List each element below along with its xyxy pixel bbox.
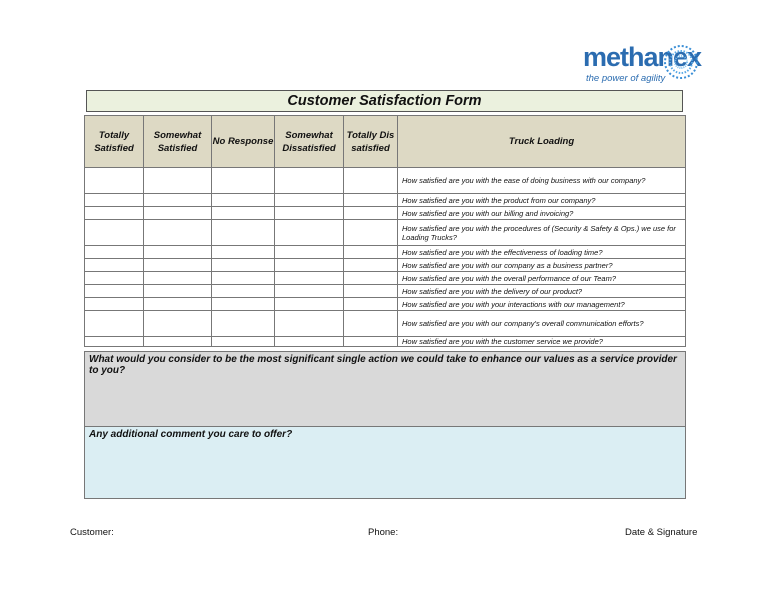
rating-cell[interactable] — [275, 259, 344, 272]
rating-cell[interactable] — [85, 272, 144, 285]
rating-cell[interactable] — [344, 220, 398, 246]
rating-cell[interactable] — [344, 259, 398, 272]
rating-cell[interactable] — [275, 311, 344, 337]
form-title: Customer Satisfaction Form — [86, 90, 683, 112]
rating-cell[interactable] — [85, 220, 144, 246]
additional-comment-box[interactable] — [84, 427, 686, 499]
rating-cell[interactable] — [344, 285, 398, 298]
question-text: How satisfied are you with the product from our company? — [398, 194, 686, 207]
methanex-logo — [583, 36, 701, 92]
table-row — [85, 311, 686, 337]
rating-cell[interactable] — [85, 246, 144, 259]
rating-cell[interactable] — [144, 311, 212, 337]
rating-cell[interactable] — [275, 272, 344, 285]
rating-cell[interactable] — [144, 298, 212, 311]
rating-cell[interactable] — [344, 168, 398, 194]
header-totally-satisfied: Totally Satisfied — [85, 116, 144, 168]
question-text: How satisfied are you with our billing and invoicing? — [398, 207, 686, 220]
table-row — [85, 272, 686, 285]
header-totally-dissatisfied: Totally Dis satisfied — [344, 116, 398, 168]
rating-cell[interactable] — [85, 311, 144, 337]
footer-phone-label: Phone: — [368, 527, 399, 538]
table-row — [85, 207, 686, 220]
significant-action-label: What would you consider to be the most significant single action we could take to enhance our values as a service provider to you? — [89, 354, 677, 376]
rating-cell[interactable] — [344, 194, 398, 207]
rating-cell[interactable] — [85, 337, 144, 347]
table-row — [85, 194, 686, 207]
rating-cell[interactable] — [144, 194, 212, 207]
footer-customer-label: Customer: — [70, 527, 114, 538]
rating-cell[interactable] — [344, 272, 398, 285]
rating-cell[interactable] — [275, 168, 344, 194]
satisfaction-grid — [84, 115, 686, 347]
question-text: How satisfied are you with the delivery of our product? — [398, 285, 686, 298]
rating-cell[interactable] — [212, 311, 275, 337]
logo-tagline: the power of agility — [586, 73, 666, 84]
table-row — [85, 259, 686, 272]
grid-header-row — [85, 116, 686, 168]
rating-cell[interactable] — [344, 298, 398, 311]
rating-cell[interactable] — [144, 220, 212, 246]
rating-cell[interactable] — [144, 337, 212, 347]
question-text: How satisfied are you with the overall performance of our Team? — [398, 272, 686, 285]
logo-wordmark: methanex — [583, 42, 702, 72]
rating-cell[interactable] — [144, 259, 212, 272]
table-row — [85, 337, 686, 347]
rating-cell[interactable] — [144, 207, 212, 220]
rating-cell[interactable] — [144, 272, 212, 285]
table-row — [85, 285, 686, 298]
rating-cell[interactable] — [212, 246, 275, 259]
question-text: How satisfied are you with the ease of doing business with our company? — [398, 168, 686, 194]
rating-cell[interactable] — [344, 246, 398, 259]
rating-cell[interactable] — [85, 298, 144, 311]
rating-cell[interactable] — [212, 194, 275, 207]
rating-cell[interactable] — [212, 272, 275, 285]
rating-cell[interactable] — [212, 220, 275, 246]
significant-action-box[interactable] — [84, 351, 686, 427]
table-row — [85, 220, 686, 246]
question-text: How satisfied are you with the customer service we provide? — [398, 337, 686, 347]
rating-cell[interactable] — [212, 168, 275, 194]
rating-cell[interactable] — [275, 298, 344, 311]
question-text: How satisfied are you with our company's overall communication efforts? — [398, 311, 686, 337]
rating-cell[interactable] — [275, 246, 344, 259]
question-text: How satisfied are you with the procedures of (Security & Safety & Ops.) we use for Loading Trucks? — [398, 220, 686, 246]
rating-cell[interactable] — [144, 285, 212, 298]
header-somewhat-satisfied: Somewhat Satisfied — [144, 116, 212, 168]
rating-cell[interactable] — [85, 259, 144, 272]
rating-cell[interactable] — [275, 337, 344, 347]
rating-cell[interactable] — [275, 220, 344, 246]
header-truck-loading: Truck Loading — [398, 116, 686, 168]
rating-cell[interactable] — [144, 168, 212, 194]
rating-cell[interactable] — [344, 337, 398, 347]
rating-cell[interactable] — [212, 298, 275, 311]
question-text: How satisfied are you with our company as a business partner? — [398, 259, 686, 272]
rating-cell[interactable] — [85, 194, 144, 207]
rating-cell[interactable] — [212, 207, 275, 220]
header-no-response: No Response — [212, 116, 275, 168]
question-text: How satisfied are you with the effectiveness of loading time? — [398, 246, 686, 259]
rating-cell[interactable] — [212, 337, 275, 347]
footer-date-signature-label: Date & Signature — [625, 527, 698, 538]
table-row — [85, 298, 686, 311]
additional-comment-label: Any additional comment you care to offer? — [89, 429, 293, 440]
rating-cell[interactable] — [144, 246, 212, 259]
rating-cell[interactable] — [212, 285, 275, 298]
question-text: How satisfied are you with your interactions with our management? — [398, 298, 686, 311]
table-row — [85, 168, 686, 194]
table-row — [85, 246, 686, 259]
rating-cell[interactable] — [344, 207, 398, 220]
rating-cell[interactable] — [212, 259, 275, 272]
rating-cell[interactable] — [85, 168, 144, 194]
rating-cell[interactable] — [275, 285, 344, 298]
rating-cell[interactable] — [344, 311, 398, 337]
rating-cell[interactable] — [275, 194, 344, 207]
rating-cell[interactable] — [85, 207, 144, 220]
header-somewhat-dissatisfied: Somewhat Dissatisfied — [275, 116, 344, 168]
rating-cell[interactable] — [85, 285, 144, 298]
rating-cell[interactable] — [275, 207, 344, 220]
